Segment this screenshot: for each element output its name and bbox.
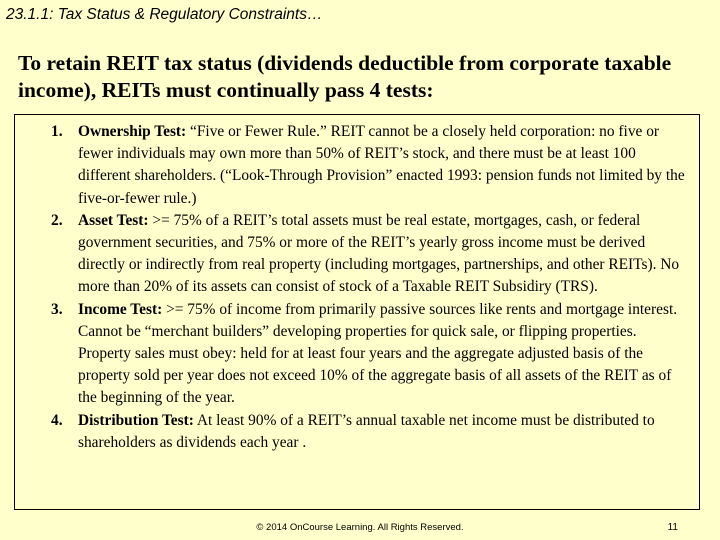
test-description: At least 90% of a REIT’s annual taxable net income must be distributed to shareholders as dividends each year . (78, 411, 655, 451)
test-description: >= 75% of a REIT’s total assets must be real estate, mortgages, cash, or federal government securities, and 75% or more of the REIT’s yearly gross income must be derived directly or indirectly from real property (including mortgages, partnerships, and other REITs). No more than 20% of its assets can consist of stock of a Taxable REIT Subsidiry (TRS). (78, 211, 680, 296)
test-name: Ownership Test: (78, 123, 187, 140)
test-item-ownership (21, 121, 691, 210)
test-name: Asset Test: (78, 211, 149, 229)
page-number: 11 (667, 522, 678, 533)
test-description: >= 75% of income from primarily passive sources like rents and mortgage interest. Cannot be “merchant builders” developing properties for quick sale, or flipping properties. Property sales must obey: held for at least four years and the aggregate adjusted basis of the property sold per year does not exceed 10% of the aggregate basis of all assets of the REIT as of the beginning of the year. (78, 300, 678, 407)
test-number: 1. (51, 123, 63, 140)
footer-copyright: © 2014 OnCourse Learning. All Rights Reserved. (256, 522, 464, 533)
test-item-asset (21, 210, 691, 299)
test-number: 4. (51, 411, 63, 429)
test-number: 2. (51, 211, 63, 229)
test-description: “Five or Fewer Rule.” REIT cannot be a closely held corporation: no five or fewer individuals may own more than 50% of REIT’s stock, and there must be at least 100 different shareholders. (“Look-Through Provision” enacted 1993: pension funds not limited by the five-or-fewer rule.) (78, 123, 685, 207)
test-item-distribution (21, 410, 691, 454)
test-number: 3. (51, 300, 63, 318)
tests-list (21, 121, 691, 454)
tests-box (14, 114, 700, 510)
test-item-income (21, 299, 691, 410)
slide-subtitle: To retain REIT tax status (dividends deductible from corporate taxable income), REITs must continually pass 4 tests: (18, 51, 672, 102)
test-name: Income Test: (78, 300, 163, 318)
slide-title: 23.1.1: Tax Status & Regulatory Constraints… (6, 6, 323, 23)
test-name: Distribution Test: (78, 411, 194, 429)
